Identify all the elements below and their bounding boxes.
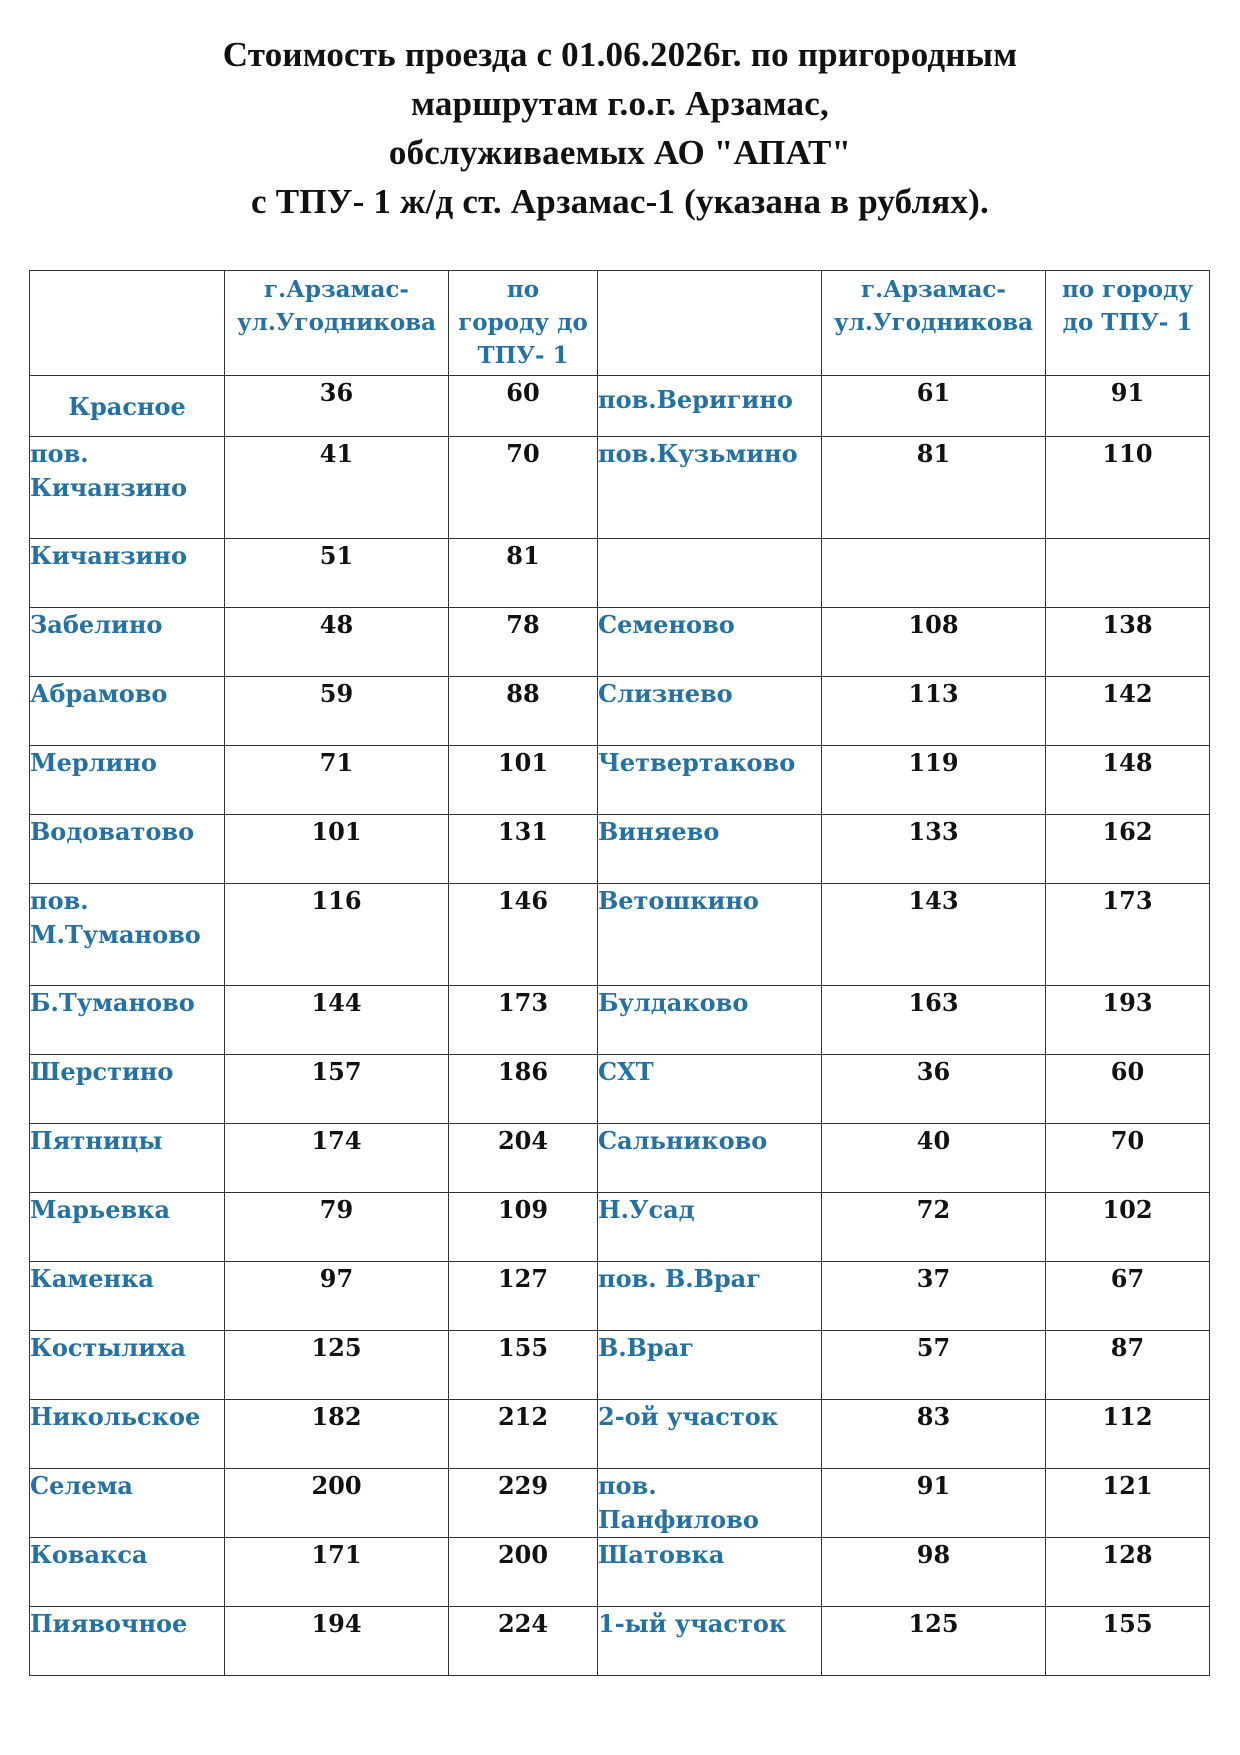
station-name: Кичанзино bbox=[30, 539, 225, 608]
fare-city: 148 bbox=[1046, 746, 1210, 815]
fare-city: 91 bbox=[1046, 376, 1210, 437]
fare-city: 121 bbox=[1046, 1469, 1210, 1538]
fare-ugodnikova: 41 bbox=[225, 437, 449, 539]
fare-ugodnikova: 119 bbox=[822, 746, 1046, 815]
table-header-row bbox=[30, 271, 1210, 376]
station-name: Виняево bbox=[598, 815, 822, 884]
station-name: Красное bbox=[30, 376, 225, 437]
fare-city: 186 bbox=[449, 1055, 598, 1124]
station-name-line2: Кичанзино bbox=[30, 473, 188, 502]
fare-ugodnikova: 194 bbox=[225, 1607, 449, 1676]
table-row bbox=[30, 677, 1210, 746]
fare-ugodnikova: 133 bbox=[822, 815, 1046, 884]
fare-ugodnikova: 36 bbox=[225, 376, 449, 437]
station-name: Шатовка bbox=[598, 1538, 822, 1607]
fare-ugodnikova: 48 bbox=[225, 608, 449, 677]
header-city2-line1: по городу bbox=[1061, 276, 1194, 303]
station-name: Никольское bbox=[30, 1400, 225, 1469]
station-name-line2: Панфилово bbox=[598, 1505, 759, 1534]
fare-ugodnikova: 81 bbox=[822, 437, 1046, 539]
station-name: Шерстино bbox=[30, 1055, 225, 1124]
fare-ugodnikova: 40 bbox=[822, 1124, 1046, 1193]
header-city-2 bbox=[1046, 271, 1210, 376]
fare-city: 142 bbox=[1046, 677, 1210, 746]
station-name: Б.Туманово bbox=[30, 986, 225, 1055]
fare-ugodnikova: 125 bbox=[225, 1331, 449, 1400]
table-row bbox=[30, 539, 1210, 608]
fare-ugodnikova: 98 bbox=[822, 1538, 1046, 1607]
fare-city: 110 bbox=[1046, 437, 1210, 539]
station-name-line2: М.Туманово bbox=[30, 920, 201, 949]
station-name-line1: пов. bbox=[598, 1471, 657, 1500]
station-name: СХТ bbox=[598, 1055, 822, 1124]
header-city-line3: ТПУ- 1 bbox=[477, 342, 569, 369]
header-city-line2: городу до bbox=[458, 309, 588, 336]
table-row bbox=[30, 608, 1210, 677]
fare-city: 155 bbox=[449, 1331, 598, 1400]
fare-city: 204 bbox=[449, 1124, 598, 1193]
fare-city: 173 bbox=[449, 986, 598, 1055]
station-name-line1: пов. bbox=[30, 886, 89, 915]
header-ugodnikova2-line2: ул.Угодникова bbox=[833, 309, 1034, 336]
station-name: пов. В.Враг bbox=[598, 1262, 822, 1331]
fare-city: 67 bbox=[1046, 1262, 1210, 1331]
fare-city: 60 bbox=[1046, 1055, 1210, 1124]
station-name: Пиявочное bbox=[30, 1607, 225, 1676]
table-row bbox=[30, 884, 1210, 986]
station-name: Селема bbox=[30, 1469, 225, 1538]
fare-city: 127 bbox=[449, 1262, 598, 1331]
station-name: Сальниково bbox=[598, 1124, 822, 1193]
fare-city: 81 bbox=[449, 539, 598, 608]
station-name: пов.Веригино bbox=[598, 376, 822, 437]
fare-ugodnikova: 157 bbox=[225, 1055, 449, 1124]
fare-city: 78 bbox=[449, 608, 598, 677]
fare-city: 200 bbox=[449, 1538, 598, 1607]
fare-ugodnikova: 72 bbox=[822, 1193, 1046, 1262]
fare-ugodnikova bbox=[822, 539, 1046, 608]
station-name bbox=[598, 1469, 822, 1538]
fare-ugodnikova: 97 bbox=[225, 1262, 449, 1331]
fare-city: 131 bbox=[449, 815, 598, 884]
header-ugodnikova bbox=[225, 271, 449, 376]
fare-city: 87 bbox=[1046, 1331, 1210, 1400]
fare-ugodnikova: 171 bbox=[225, 1538, 449, 1607]
fare-ugodnikova: 163 bbox=[822, 986, 1046, 1055]
fare-city bbox=[1046, 539, 1210, 608]
fare-ugodnikova: 182 bbox=[225, 1400, 449, 1469]
table-row bbox=[30, 1607, 1210, 1676]
table-row bbox=[30, 986, 1210, 1055]
table-row bbox=[30, 1055, 1210, 1124]
station-name: пов.Кузьмино bbox=[598, 437, 822, 539]
fare-city: 101 bbox=[449, 746, 598, 815]
station-name-line1: пов. bbox=[30, 439, 89, 468]
fare-ugodnikova: 51 bbox=[225, 539, 449, 608]
fare-city: 102 bbox=[1046, 1193, 1210, 1262]
station-name: 1-ый участок bbox=[598, 1607, 822, 1676]
station-name: 2-ой участок bbox=[598, 1400, 822, 1469]
header-ugodnikova-2 bbox=[822, 271, 1046, 376]
station-name: Пятницы bbox=[30, 1124, 225, 1193]
station-name bbox=[598, 539, 822, 608]
fare-city: 128 bbox=[1046, 1538, 1210, 1607]
fare-ugodnikova: 59 bbox=[225, 677, 449, 746]
table-row bbox=[30, 1193, 1210, 1262]
fare-ugodnikova: 143 bbox=[822, 884, 1046, 986]
fare-city: 60 bbox=[449, 376, 598, 437]
table-row bbox=[30, 746, 1210, 815]
station-name: Костылиха bbox=[30, 1331, 225, 1400]
fare-ugodnikova: 37 bbox=[822, 1262, 1046, 1331]
fare-ugodnikova: 101 bbox=[225, 815, 449, 884]
title-line-3: обслуживаемых АО "АПАТ" bbox=[388, 133, 852, 172]
station-name: Н.Усад bbox=[598, 1193, 822, 1262]
title-line-1: Стоимость проезда с 01.06.2026г. по пригородным bbox=[222, 35, 1018, 74]
fare-table bbox=[29, 270, 1210, 1676]
fare-ugodnikova: 71 bbox=[225, 746, 449, 815]
station-name bbox=[30, 437, 225, 539]
table-row bbox=[30, 1538, 1210, 1607]
fare-city: 173 bbox=[1046, 884, 1210, 986]
station-name: Ветошкино bbox=[598, 884, 822, 986]
table-row bbox=[30, 1400, 1210, 1469]
header-ugodnikova2-line1: г.Арзамас- bbox=[861, 276, 1006, 303]
station-name: Слизнево bbox=[598, 677, 822, 746]
station-name bbox=[30, 884, 225, 986]
fare-city: 224 bbox=[449, 1607, 598, 1676]
title-line-2: маршрутам г.о.г. Арзамас, bbox=[411, 84, 829, 123]
header-city2-line2: до ТПУ- 1 bbox=[1062, 309, 1193, 336]
fare-city: 112 bbox=[1046, 1400, 1210, 1469]
table-row bbox=[30, 1124, 1210, 1193]
fare-ugodnikova: 57 bbox=[822, 1331, 1046, 1400]
table-row bbox=[30, 1469, 1210, 1538]
fare-city: 146 bbox=[449, 884, 598, 986]
table-row bbox=[30, 815, 1210, 884]
fare-city: 70 bbox=[449, 437, 598, 539]
fare-city: 193 bbox=[1046, 986, 1210, 1055]
station-name: Мерлино bbox=[30, 746, 225, 815]
station-name: Забелино bbox=[30, 608, 225, 677]
fare-ugodnikova: 125 bbox=[822, 1607, 1046, 1676]
fare-city: 70 bbox=[1046, 1124, 1210, 1193]
fare-ugodnikova: 116 bbox=[225, 884, 449, 986]
fare-ugodnikova: 91 bbox=[822, 1469, 1046, 1538]
header-empty-cell-2 bbox=[598, 271, 822, 376]
header-ugodnikova-line2: ул.Угодникова bbox=[236, 309, 437, 336]
fare-city: 155 bbox=[1046, 1607, 1210, 1676]
table-row bbox=[30, 437, 1210, 539]
fare-ugodnikova: 36 bbox=[822, 1055, 1046, 1124]
fare-ugodnikova: 79 bbox=[225, 1193, 449, 1262]
station-name: Ковакса bbox=[30, 1538, 225, 1607]
fare-city: 138 bbox=[1046, 608, 1210, 677]
station-name: Булдаково bbox=[598, 986, 822, 1055]
table-row bbox=[30, 376, 1210, 437]
station-name: Водоватово bbox=[30, 815, 225, 884]
station-name: Четвертаково bbox=[598, 746, 822, 815]
fare-ugodnikova: 108 bbox=[822, 608, 1046, 677]
header-ugodnikova-line1: г.Арзамас- bbox=[264, 276, 409, 303]
header-empty-cell bbox=[30, 271, 225, 376]
fare-ugodnikova: 61 bbox=[822, 376, 1046, 437]
station-name: Каменка bbox=[30, 1262, 225, 1331]
station-name: Семеново bbox=[598, 608, 822, 677]
table-row bbox=[30, 1262, 1210, 1331]
page-title bbox=[0, 30, 1240, 226]
station-name: Марьевка bbox=[30, 1193, 225, 1262]
header-city-line1: по bbox=[506, 276, 540, 303]
fare-ugodnikova: 113 bbox=[822, 677, 1046, 746]
fare-city: 109 bbox=[449, 1193, 598, 1262]
header-city bbox=[449, 271, 598, 376]
fare-city: 229 bbox=[449, 1469, 598, 1538]
title-line-4: с ТПУ- 1 ж/д ст. Арзамас-1 (указана в рублях). bbox=[251, 182, 989, 221]
fare-city: 212 bbox=[449, 1400, 598, 1469]
fare-ugodnikova: 174 bbox=[225, 1124, 449, 1193]
fare-ugodnikova: 200 bbox=[225, 1469, 449, 1538]
fare-city: 162 bbox=[1046, 815, 1210, 884]
station-name: Абрамово bbox=[30, 677, 225, 746]
fare-ugodnikova: 144 bbox=[225, 986, 449, 1055]
fare-ugodnikova: 83 bbox=[822, 1400, 1046, 1469]
fare-city: 88 bbox=[449, 677, 598, 746]
table-row bbox=[30, 1331, 1210, 1400]
station-name: В.Враг bbox=[598, 1331, 822, 1400]
